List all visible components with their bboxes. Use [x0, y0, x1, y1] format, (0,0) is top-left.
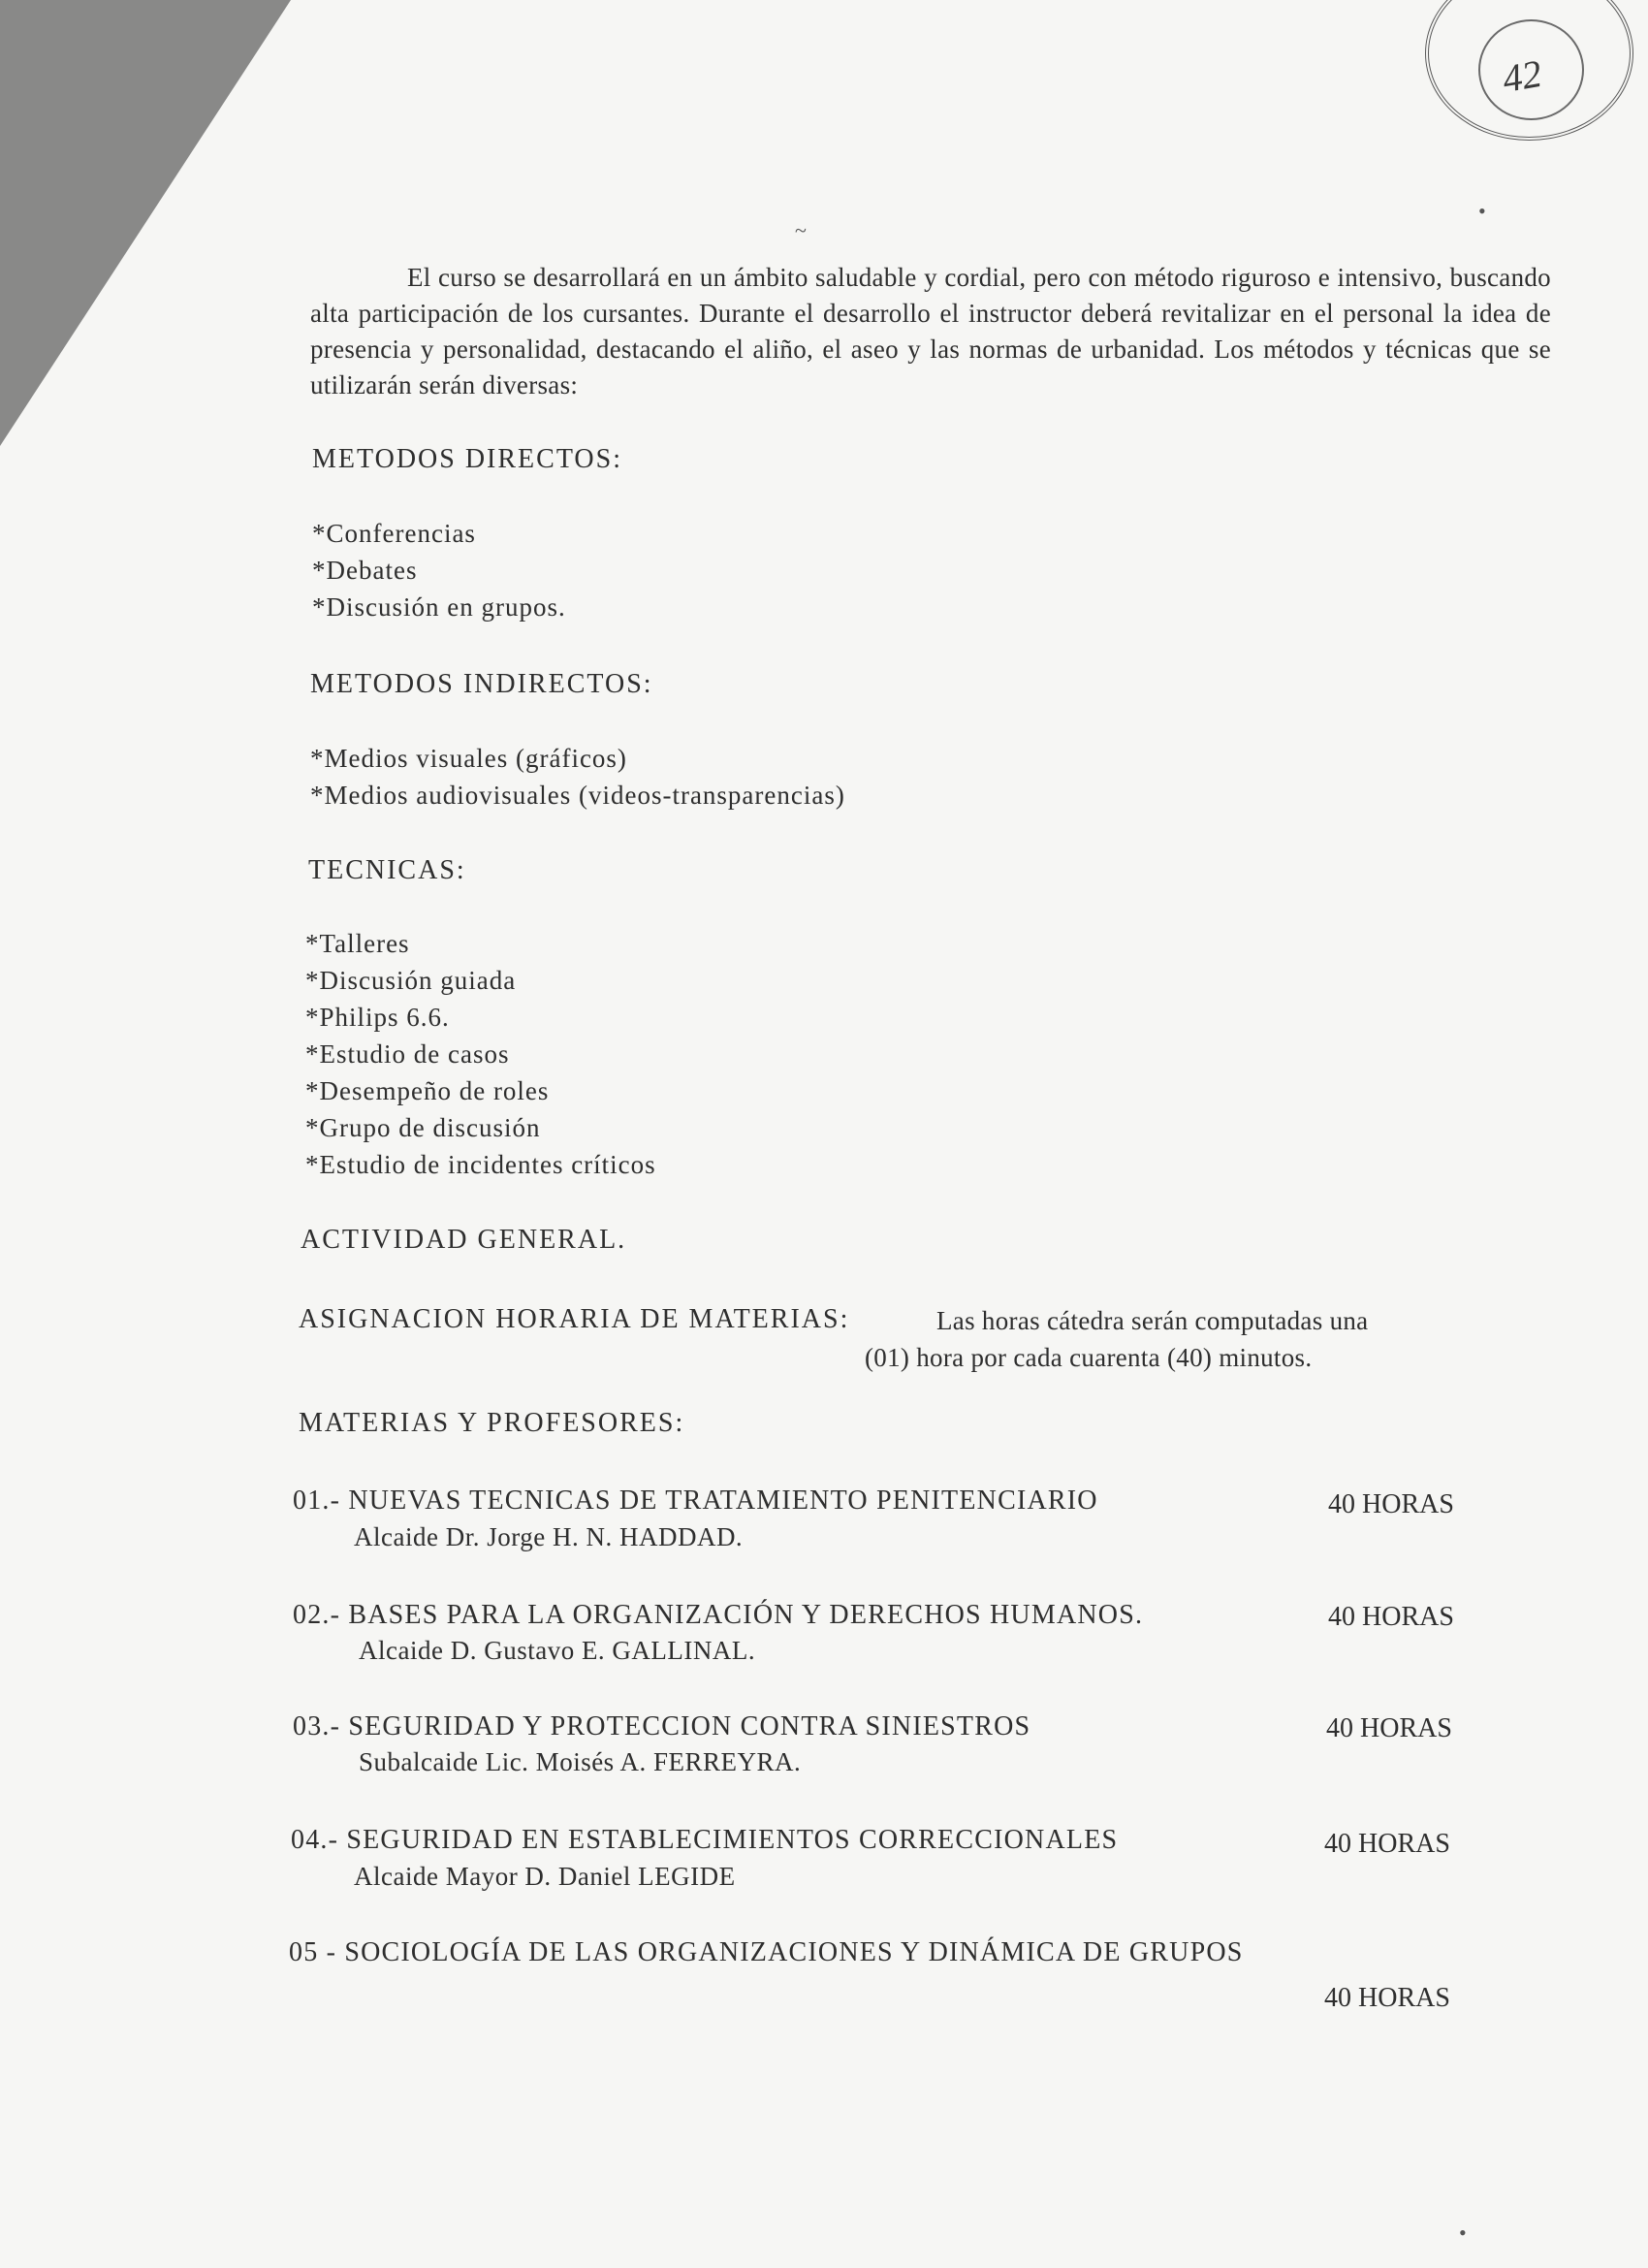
- subject-teacher: Alcaide D. Gustavo E. GALLINAL.: [359, 1636, 756, 1665]
- subject-teacher: Alcaide Mayor D. Daniel LEGIDE: [354, 1862, 736, 1891]
- heading-actividad-general: ACTIVIDAD GENERAL.: [301, 1225, 627, 1255]
- scan-speck: •: [1478, 199, 1486, 223]
- subject-hours: 40 HORAS: [1326, 1713, 1452, 1743]
- subject-teacher: Alcaide Dr. Jorge H. N. HADDAD.: [354, 1522, 744, 1551]
- subject-teacher: Subalcaide Lic. Moisés A. FERREYRA.: [359, 1747, 802, 1776]
- subject-title: 04.- SEGURIDAD EN ESTABLECIMIENTOS CORRECCIONALES: [291, 1825, 1119, 1855]
- list-item: *Philips 6.6.: [305, 1003, 450, 1032]
- list-item: *Estudio de incidentes críticos: [305, 1150, 656, 1179]
- scan-speck: •: [1459, 2220, 1467, 2245]
- list-item: *Estudio de casos: [305, 1039, 510, 1069]
- heading-asignacion-horaria: ASIGNACION HORARIA DE MATERIAS:: [299, 1304, 850, 1334]
- asignacion-text-line2: (01) hora por cada cuarenta (40) minutos.: [865, 1343, 1313, 1372]
- list-item: *Discusión en grupos.: [312, 592, 566, 622]
- subject-title: 02.- BASES PARA LA ORGANIZACIÓN Y DERECHOS HUMANOS.: [293, 1600, 1144, 1630]
- list-item: *Debates: [312, 556, 418, 585]
- list-item: *Conferencias: [312, 519, 476, 548]
- list-item: *Medios audiovisuales (videos-transparencias): [310, 781, 845, 810]
- subject-hours: 40 HORAS: [1328, 1489, 1454, 1519]
- intro-paragraph: El curso se desarrollará en un ámbito saludable y cordial, pero con método riguroso e intensivo, buscando alta participación de los cursantes. Durante el desarrollo el instructor deberá revitalizar en el personal la idea de presencia y personalidad, destacando el aliño, el aseo y las normas de urbanidad. Los métodos y técnicas que se utilizarán serán diversas:: [310, 263, 1551, 399]
- list-item: *Talleres: [305, 929, 410, 958]
- subject-hours: 40 HORAS: [1324, 1983, 1450, 2013]
- list-item: *Grupo de discusión: [305, 1113, 541, 1142]
- heading-tecnicas: TECNICAS:: [308, 855, 466, 885]
- heading-materias-profesores: MATERIAS Y PROFESORES:: [299, 1408, 685, 1438]
- asignacion-text-line1: Las horas cátedra serán computadas una: [936, 1306, 1369, 1335]
- heading-metodos-directos: METODOS DIRECTOS:: [312, 444, 623, 474]
- seal-folio-number: 42: [1499, 50, 1545, 102]
- list-item: *Discusión guiada: [305, 966, 517, 995]
- subject-title: 01.- NUEVAS TECNICAS DE TRATAMIENTO PENITENCIARIO: [293, 1485, 1098, 1516]
- list-item: *Medios visuales (gráficos): [310, 744, 627, 773]
- subject-hours: 40 HORAS: [1324, 1829, 1450, 1859]
- scan-speck: ~: [795, 218, 807, 242]
- subject-title: 03.- SEGURIDAD Y PROTECCION CONTRA SINIESTROS: [293, 1711, 1031, 1741]
- heading-metodos-indirectos: METODOS INDIRECTOS:: [310, 669, 653, 699]
- list-item: *Desempeño de roles: [305, 1076, 550, 1105]
- subject-title: 05 - SOCIOLOGÍA DE LAS ORGANIZACIONES Y DINÁMICA DE GRUPOS: [289, 1937, 1244, 1967]
- subject-hours: 40 HORAS: [1328, 1602, 1454, 1632]
